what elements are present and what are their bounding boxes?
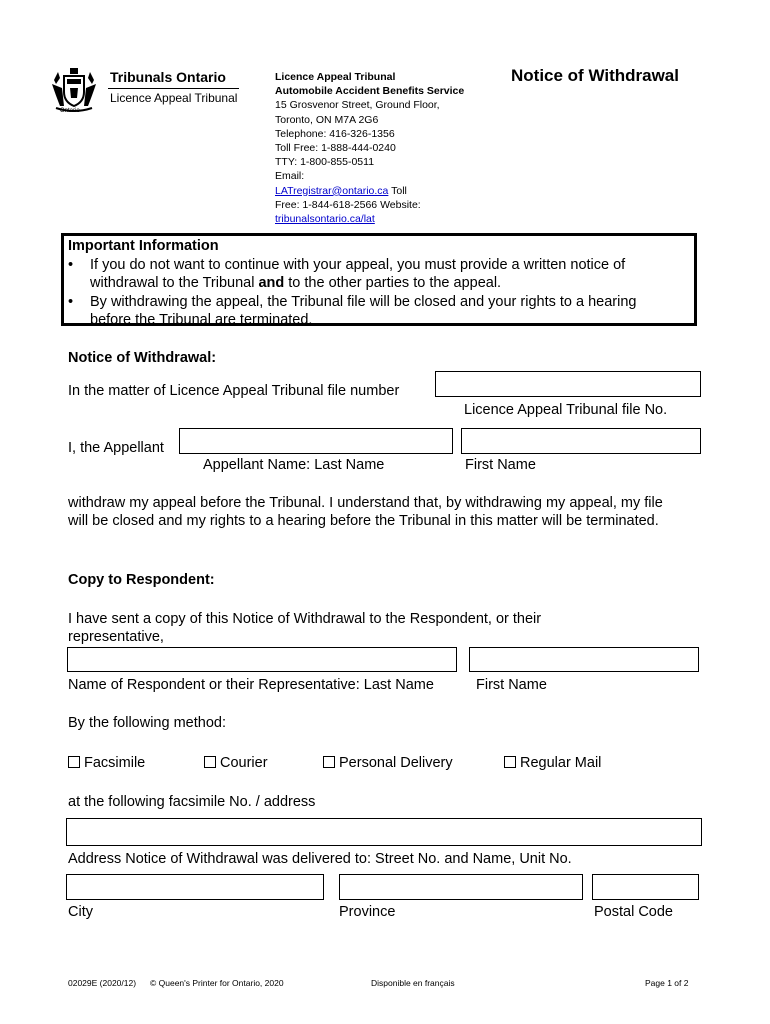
bullet-1-and: and — [258, 275, 285, 291]
french-availability: Disponible en français — [371, 978, 455, 988]
method-regular-mail[interactable]: Regular Mail — [504, 755, 601, 771]
address-title-2: Automobile Accident Benefits Service — [275, 85, 465, 98]
email-line — [275, 184, 464, 198]
postal-code-input[interactable] — [592, 874, 699, 900]
personal-delivery-checkbox[interactable] — [323, 756, 335, 768]
appellant-first-name-label: First Name — [465, 457, 536, 473]
address-line-1: 15 Grosvenor Street, Ground Floor, — [275, 99, 440, 112]
copy-heading: Copy to Respondent: — [68, 572, 215, 588]
website-link[interactable]: tribunalsontario.ca/lat — [275, 213, 375, 226]
address-prompt: Address Notice of Withdrawal was delivered to: Street No. and Name, Unit No. — [68, 851, 572, 867]
toll-word: Toll — [388, 184, 407, 197]
org-divider — [108, 88, 239, 89]
org-subtitle: Licence Appeal Tribunal — [110, 91, 238, 105]
respondent-first-name-label: First Name — [476, 677, 547, 693]
appellant-last-name-input[interactable] — [179, 428, 453, 454]
respondent-last-name-input[interactable] — [67, 647, 457, 672]
method-personal-delivery[interactable]: Personal Delivery — [323, 755, 453, 771]
address-title-1: Licence Appeal Tribunal — [275, 71, 396, 83]
address-block — [275, 70, 464, 226]
sent-line-1: I have sent a copy of this Notice of Withdrawal to the Respondent, or their — [68, 611, 542, 627]
sent-line-2: representative, — [68, 629, 164, 645]
address-line-2: Toronto, ON M7A 2G6 — [275, 113, 379, 126]
city-input[interactable] — [66, 874, 324, 900]
city-label: City — [68, 904, 93, 920]
file-number-prompt: In the matter of Licence Appeal Tribunal file number — [68, 383, 400, 399]
facsimile-address-input[interactable] — [66, 818, 702, 846]
regular-mail-checkbox[interactable] — [504, 756, 516, 768]
province-input[interactable] — [339, 874, 583, 900]
withdrawal-heading: Notice of Withdrawal: — [68, 350, 217, 366]
file-number-label: Licence Appeal Tribunal file No. — [464, 402, 668, 418]
method-facsimile[interactable]: Facsimile — [68, 755, 145, 771]
bullet-2-line-2: before the Tribunal are terminated. — [90, 312, 313, 328]
email-label: Email: — [275, 170, 305, 183]
appellant-prompt: I, the Appellant — [68, 440, 164, 456]
org-name: Tribunals Ontario — [110, 69, 226, 85]
province-label: Province — [339, 904, 396, 920]
toll-free: Toll Free: 1-888-444-0240 — [275, 142, 396, 155]
document-title: Notice of Withdrawal — [511, 66, 679, 85]
free-website: Free: 1-844-618-2566 Website: — [275, 198, 421, 211]
courier-checkbox[interactable] — [204, 756, 216, 768]
method-courier[interactable]: Courier — [204, 755, 268, 771]
method-prompt: By the following method: — [68, 715, 226, 731]
copyright: © Queen's Printer for Ontario, 2020 — [150, 978, 284, 988]
email-link[interactable]: LATregistrar@ontario.ca — [275, 184, 389, 197]
facsimile-checkbox[interactable] — [68, 756, 80, 768]
facsimile-prompt: at the following facsimile No. / address — [68, 794, 316, 810]
bullet-2-line-1: By withdrawing the appeal, the Tribunal file will be closed and your rights to a hearing — [90, 294, 637, 310]
tty: TTY: 1-800-855-0511 — [275, 156, 375, 169]
respondent-last-name-label: Name of Respondent or their Representative: Last Name — [68, 677, 434, 693]
crest-label: Ontario — [60, 108, 80, 114]
page-number: Page 1 of 2 — [645, 978, 689, 988]
file-number-input[interactable] — [435, 371, 701, 397]
appellant-first-name-input[interactable] — [461, 428, 701, 454]
appellant-last-name-label: Appellant Name: Last Name — [203, 457, 385, 473]
telephone: Telephone: 416-326-1356 — [275, 127, 395, 140]
form-number: 02029E (2020/12) — [68, 978, 137, 988]
statement-line-1: withdraw my appeal before the Tribunal. I understand that, by withdrawing my appeal, my file — [68, 495, 663, 511]
statement-line-2: will be closed and my rights to a hearing before the Tribunal in this matter will be terminated. — [68, 513, 659, 529]
postal-code-label: Postal Code — [594, 904, 673, 920]
respondent-first-name-input[interactable] — [469, 647, 699, 672]
important-info-title: Important Information — [68, 238, 219, 254]
bullet-1-marker: • — [68, 257, 74, 273]
bullet-2-marker: • — [68, 294, 74, 310]
bullet-1-line-1: If you do not want to continue with your appeal, you must provide a written notice of — [90, 257, 626, 273]
bullet-1-line-2: withdrawal to the Tribunal and to the other parties to the appeal. — [90, 275, 502, 291]
